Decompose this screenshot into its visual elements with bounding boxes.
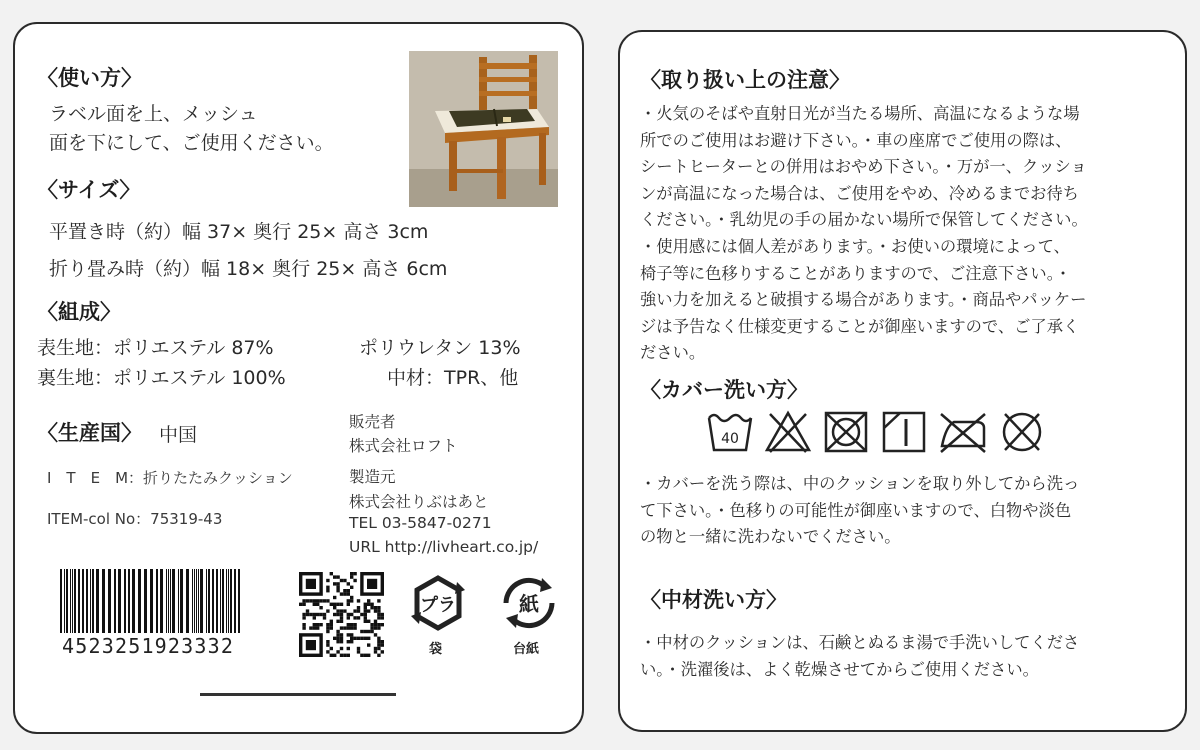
caution-line-1: ・火気のそばや直射日光が当たる場所、高温になるような場 <box>640 104 1080 123</box>
size-heading: 〈サイズ〉 <box>37 178 141 202</box>
filling-wash-line-2: い。・洗濯後は、よく乾燥させてからご使用ください。 <box>640 659 1039 679</box>
size-flat: 平置き時（約）幅 37× 奥行 25× 高さ 3cm <box>49 221 429 243</box>
no-iron-icon <box>938 410 988 458</box>
caution-line-8: 強い力を加えると破損する場合があります。・商品やパッケー <box>640 290 1087 310</box>
composition-back: 裏生地：ポリエステル 100% <box>37 367 286 389</box>
no-tumble-dry-icon <box>822 410 870 458</box>
caution-line-6: ・使用感には個人差があります。・お使いの環境によって、 <box>640 237 1070 256</box>
product-info-card <box>13 22 584 734</box>
usage-line-1: ラベル面を上、メッシュ <box>49 103 258 125</box>
maker-url: URL http://livheart.co.jp/ <box>349 538 539 556</box>
divider <box>200 693 396 696</box>
plastic-recycle-icon <box>407 572 477 672</box>
caution-line-5: ください。・乳幼児の手の届かない場所で保管してください。 <box>640 210 1088 230</box>
care-instructions-card <box>618 30 1187 732</box>
origin-value: 中国 <box>159 424 198 446</box>
composition-front-2: ポリウレタン 13% <box>359 337 521 359</box>
barcode <box>58 569 243 633</box>
paper-recycle-label: 台紙 <box>513 642 540 657</box>
barcode-number: 4523251923332 <box>62 634 235 658</box>
item-col-no: ITEM-col No：75319-43 <box>47 510 223 528</box>
paper-recycle-icon <box>498 572 568 672</box>
origin-heading: 〈生産国〉 <box>37 421 142 445</box>
line-dry-icon <box>880 410 928 458</box>
qr-code[interactable] <box>299 572 384 657</box>
plastic-recycle-label: 袋 <box>429 642 443 657</box>
cover-wash-line-3: の物と一緒に洗わないでください。 <box>640 527 901 547</box>
paper-recycle-glyph: 紙 <box>519 592 539 616</box>
cover-wash-heading: 〈カバー洗い方〉 <box>640 378 808 402</box>
cover-wash-line-2: て下さい。・色移りの可能性が御座いますので、白物や淡色 <box>640 500 1072 520</box>
item-name: I T E M：折りたたみクッション <box>47 469 293 487</box>
seller-name: 株式会社ロフト <box>349 437 458 455</box>
no-dry-clean-icon <box>998 410 1046 458</box>
composition-heading: 〈組成〉 <box>37 300 121 324</box>
caution-line-9: ジは予告なく仕様変更することが御座いますので、ご了承く <box>640 316 1080 336</box>
product-photo <box>409 51 558 207</box>
maker-tel: TEL 03-5847-0271 <box>349 514 492 532</box>
caution-line-10: ださい。 <box>640 343 706 363</box>
caution-line-3: シートヒーターとの併用はおやめ下さい。・万が一、クッショ <box>640 157 1087 177</box>
size-folded: 折り畳み時（約）幅 18× 奥行 25× 高さ 6cm <box>49 258 448 280</box>
maker-label: 製造元 <box>349 468 396 486</box>
caution-line-4: ンが高温になった場合は、ご使用をやめ、冷めるまでお待ち <box>640 183 1079 203</box>
composition-front: 表生地：ポリエステル 87% <box>37 337 274 359</box>
caution-heading: 〈取り扱い上の注意〉 <box>640 68 850 92</box>
caution-line-2: 所でのご使用はお避け下さい。・車の座席でご使用の際は、 <box>640 130 1072 150</box>
wash-temp: 40 <box>721 431 739 447</box>
composition-filling: 中材：TPR、他 <box>387 367 519 389</box>
wash-40-icon <box>706 410 754 458</box>
plastic-recycle-glyph: プラ <box>420 595 456 616</box>
caution-line-7: 椅子等に色移りすることがありますので、ご注意下さい。・ <box>640 263 1072 283</box>
usage-heading: 〈使い方〉 <box>37 66 142 90</box>
seller-label: 販売者 <box>349 413 396 431</box>
usage-line-2: 面を下にして、ご使用ください。 <box>49 132 334 154</box>
filling-wash-heading: 〈中材洗い方〉 <box>640 588 787 612</box>
maker-name: 株式会社りぶはあと <box>349 493 489 511</box>
no-bleach-icon <box>764 410 812 458</box>
cover-wash-line-1: ・カバーを洗う際は、中のクッションを取り外してから洗っ <box>640 474 1080 493</box>
filling-wash-line-1: ・中材のクッションは、石鹸とぬるま湯で手洗いしてくださ <box>640 633 1080 652</box>
